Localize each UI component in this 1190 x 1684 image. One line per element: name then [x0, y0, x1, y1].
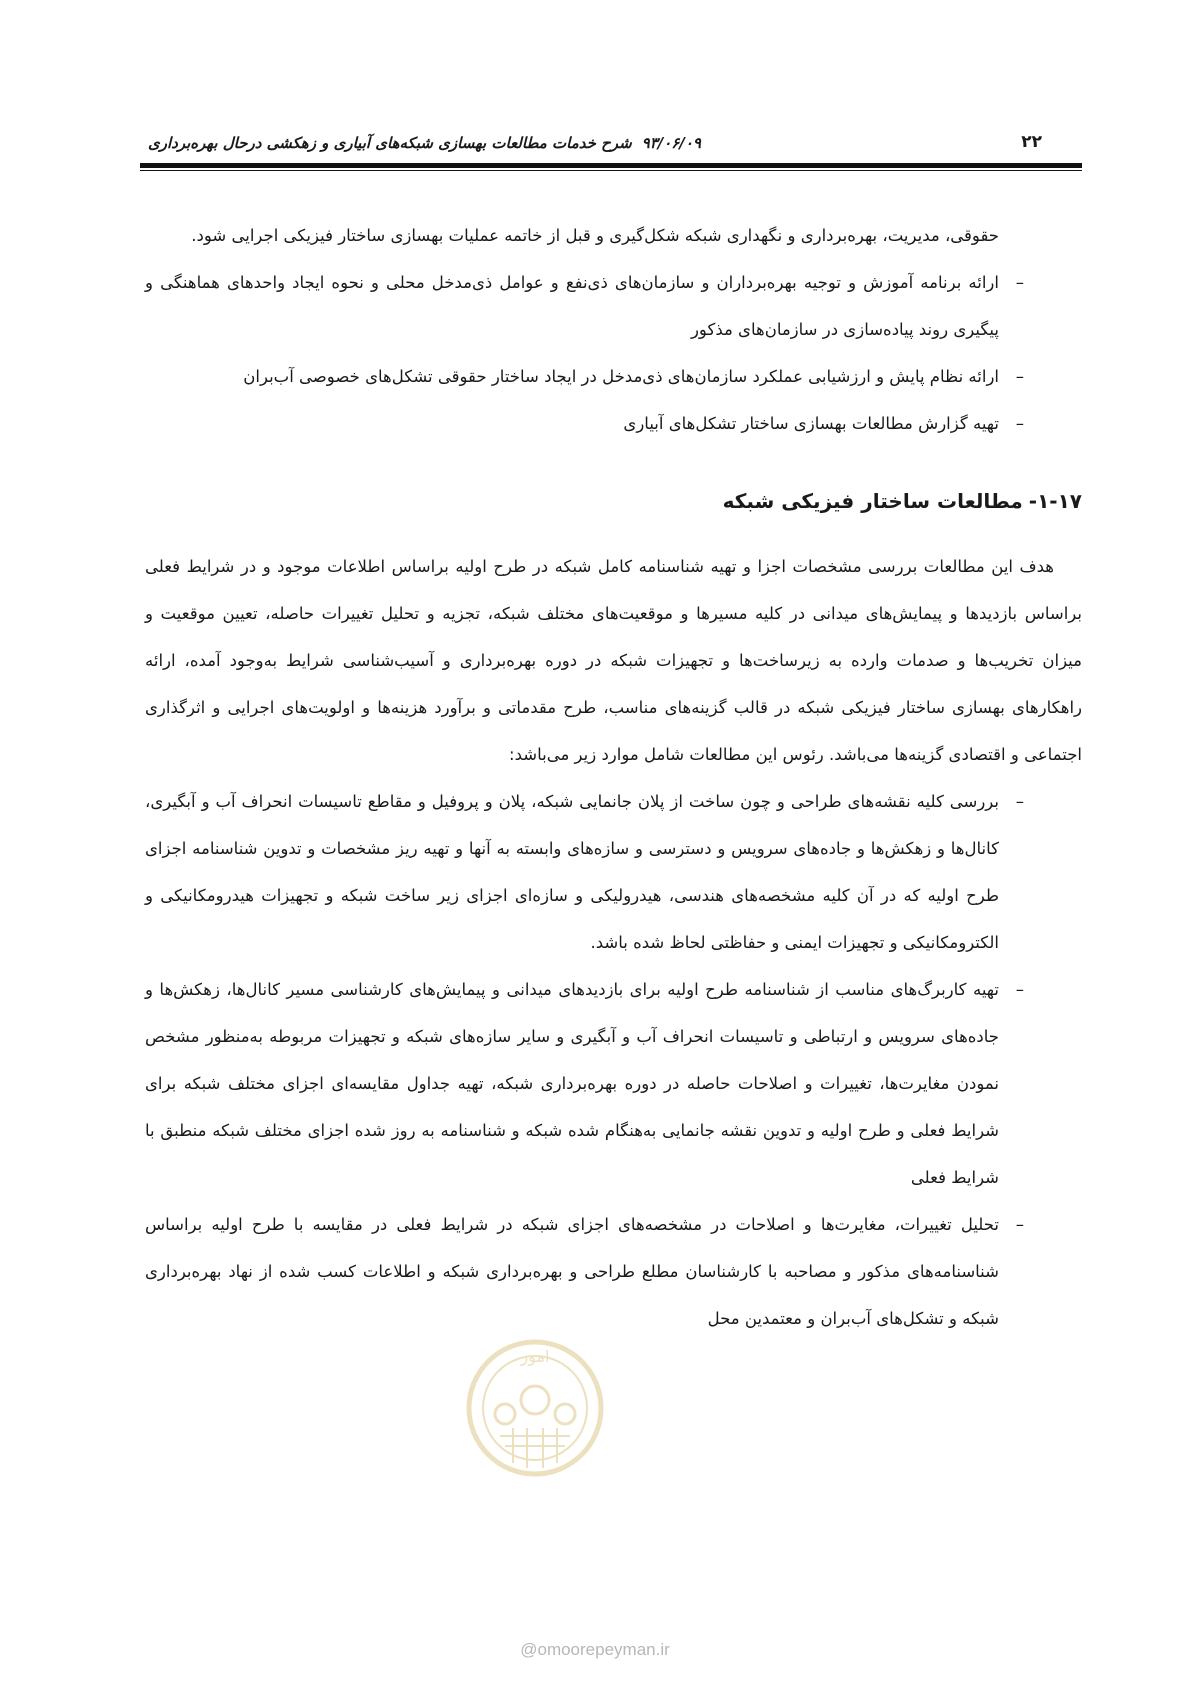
running-header [148, 134, 701, 152]
watermark-seal-icon [455, 1328, 615, 1528]
list-item-text: تحلیل تغییرات، مغایرت‌ها و اصلاحات در مشخصه‌های اجزای شبکه در شرایط فعلی در مقایسه با طرح اولیه براساس شناسنامه‌های مذکور و مصاحبه با کارشناسان مطلع طراحی و بهره‌برداری شبکه و اطلاعات کسب شده از نهاد بهره‌برداری شبکه و تشکل‌های آب‌بران و معتمدین محل [145, 1215, 999, 1328]
list-item [145, 400, 1082, 447]
list-item-text: تهیه گزارش مطالعات بهسازی ساختار تشکل‌های آبیاری [623, 414, 999, 433]
list-item-text: ارائه نظام پایش و ارزشیابی عملکرد سازمان‌های ذی‌مدخل در ایجاد ساختار حقوقی تشکل‌های خصوصی آب‌بران [243, 367, 999, 386]
bullet-list-section [145, 778, 1082, 1342]
header-date: ۹۳/۰۶/۰۹ [641, 134, 701, 152]
dash-bullet-icon: – [1015, 792, 1024, 811]
dash-bullet-icon: – [1015, 414, 1024, 433]
list-item-text: تهیه کاربرگ‌های مناسب از شناسنامه طرح اولیه برای بازدیدهای میدانی و پیمایش‌های کارشناسی مسیر کانال‌ها، زهکش‌ها و جاده‌های سرویس و ارتباطی و تاسیسات انحراف آب و آبگیری و سایر سازه‌های شبکه و تجهیزات مربوطه به‌منظور مشخص نمودن مغایرت‌ها، تغییرات و اصلاحات حاصله در دوره بهره‌برداری شبکه، تهیه جداول مقایسه‌ای اجزای مختلف شبکه برای شرایط فعلی و طرح اولیه و تدوین نقشه جانمایی به‌هنگام شده شبکه و شناسنامه به روز شده اجزای مختلف شبکه منطبق با شرایط فعلی [145, 980, 999, 1187]
list-item [145, 778, 1082, 966]
header-title: شرح خدمات مطالعات بهسازی شبکه‌های آبیاری و زهکشی درحال بهره‌برداری [148, 134, 632, 152]
list-item [145, 966, 1082, 1201]
section-title: مطالعات ساختار فیزیکی شبکه [722, 489, 1023, 513]
section-heading [145, 481, 1082, 521]
list-item-text: ارائه برنامه آموزش و توجیه بهره‌برداران و سازمان‌های ذی‌نفع و عوامل ذی‌مدخل محلی و نحوه ایجاد واحدهای هماهنگی و پیگیری روند پیاده‌سازی در سازمان‌های مذکور [145, 273, 999, 339]
intro-paragraph: حقوقی، مدیریت، بهره‌برداری و نگهداری شبکه شکل‌گیری و قبل از خاتمه عملیات بهسازی ساختار فیزیکی اجرایی شود. [191, 226, 999, 245]
dash-bullet-icon: – [1015, 273, 1024, 292]
header-rule-thick [140, 163, 1082, 168]
list-item [145, 259, 1082, 353]
bullet-list-top [145, 259, 1082, 447]
page-header [148, 128, 1042, 164]
list-item [145, 353, 1082, 400]
header-rule-thin [140, 170, 1082, 171]
dash-bullet-icon: – [1015, 980, 1024, 999]
page-number: ۲۲ [1021, 132, 1042, 152]
watermark-url-text: omoorepeyman.ir [537, 1640, 670, 1659]
section-number: ۱-۱۷- [1028, 489, 1082, 513]
watermark-logo-text: امور [520, 1347, 550, 1366]
dash-bullet-icon: – [1015, 1215, 1024, 1234]
page-content [145, 212, 1082, 1342]
section-paragraph: هدف این مطالعات بررسی مشخصات اجزا و تهیه شناسنامه کامل شبکه در طرح اولیه براساس اطلاعات موجود و در شرایط فعلی براساس بازدیدها و پیمایش‌های میدانی در کلیه مسیرها و موقعیت‌های مختلف شبکه، تجزیه و تحلیل تغییرات حاصله، تعیین موقعیت و میزان تخریب‌ها و صدمات وارده به زیرساخت‌ها و تجهیزات شبکه در دوره بهره‌برداری و آسیب‌شناسی شرایط به‌وجود آمده، ارائه راهکارهای بهسازی ساختار فیزیکی شبکه در قالب گزینه‌های مناسب، طرح مقدماتی و برآورد هزینه‌ها و اولویت‌های اجرایی و اثرگذاری اجتماعی و اقتصادی گزینه‌ها می‌باشد. رئوس این مطالعات شامل موارد زیر می‌باشد: [145, 557, 1082, 764]
dash-bullet-icon: – [1015, 367, 1024, 386]
watermark-url: @omoorepeyman.ir [520, 1640, 670, 1659]
list-item-text: بررسی کلیه نقشه‌های طراحی و چون ساخت از پلان جانمایی شبکه، پلان و پروفیل و مقاطع تاسیسات انحراف آب و آبگیری، کانال‌ها و زهکش‌ها و جاده‌های سرویس و دسترسی و سازه‌های وابسته به آنها و تهیه ریز مشخصات و تدوین شناسنامه اجزای طرح اولیه که در آن کلیه مشخصه‌های هندسی، هیدرولیکی و سازه‌ای اجزای زیر ساخت شبکه و تجهیزات هیدرومکانیکی و الکترومکانیکی و تجهیزات ایمنی و حفاظتی لحاظ شده باشد. [145, 792, 999, 952]
list-item [145, 1201, 1082, 1342]
